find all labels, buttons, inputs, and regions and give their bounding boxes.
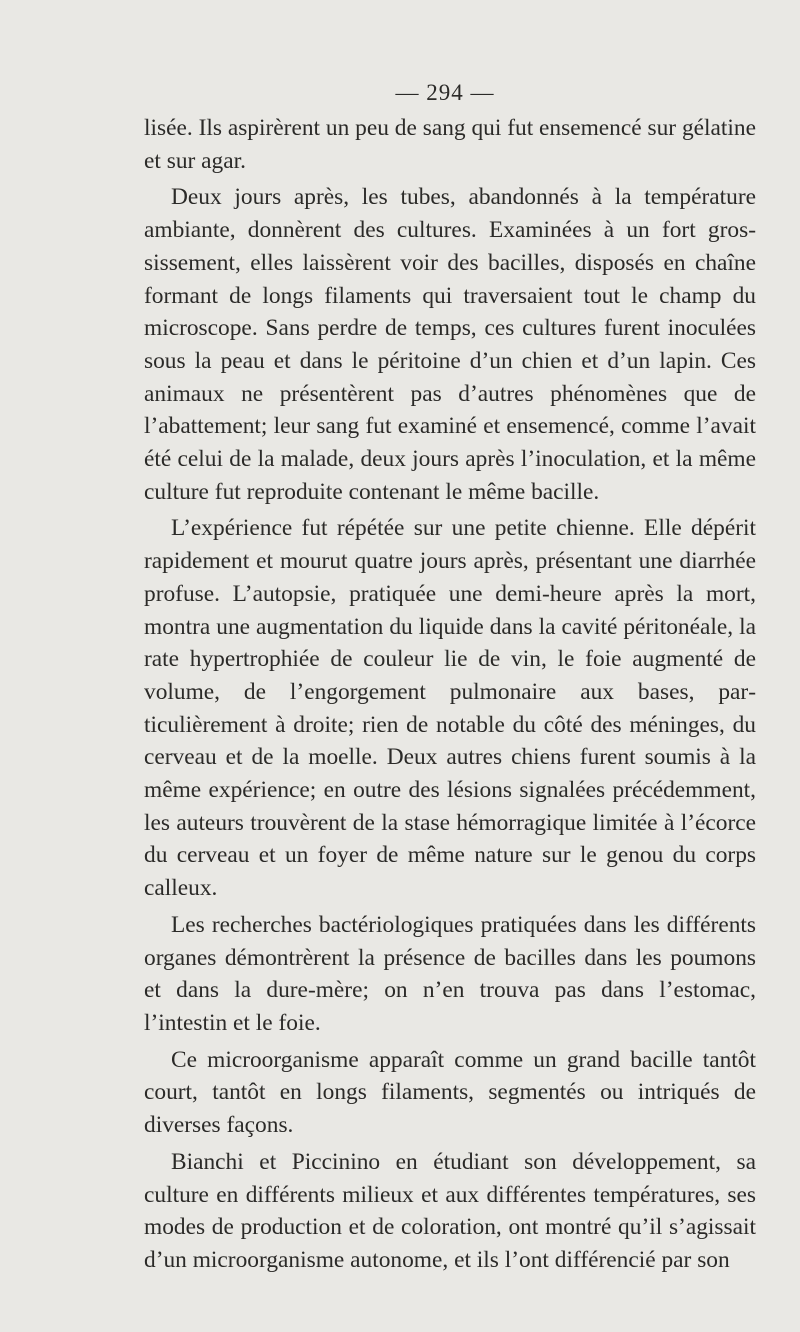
- paragraph-continuation: lisée. Ils aspirèrent un peu de sang qui fut ensemencé sur gélatine et sur agar.: [144, 115, 756, 174]
- paragraph: Deux jours après, les tubes, abandonnés à la température ambiante, donnèrent des cultures. Examinées à un fort grossissement, elles laissèrent voir des bacilles, disposés en chaîne formant de longs filaments qui traversaient tout le champ du microscope. Sans perdre de temps, ces cultures furent inoculées sous la peau et dans le péritoine d’un chien et d’un lapin. Ces animaux ne présentèrent pas d’autres phénomènes que de l’abattement; leur sang fut examiné et ensemencé, comme l’avait été celui de la malade, deux jours après l’inoculation, et la même culture fut reproduite contenant le même bacille.: [144, 184, 756, 505]
- paragraph: Les recherches bactériologiques pratiquées dans les différents organes démontrèrent la présence de bacilles dans les poumons et dans la dure-mère; on n’en trouva pas dans l’estomac, l’intestin et le foie.: [144, 911, 756, 1036]
- body-text: [144, 112, 756, 1277]
- paragraph: Bianchi et Piccinino en étudiant son développement, sa culture en différents milieux et aux différentes températures, ses modes de production et de coloration, ont montré qu’il s’agissait d’un microorganisme autonome, et ils l’ont différencié par son: [144, 1148, 756, 1273]
- paragraph: L’expérience fut répétée sur une petite chienne. Elle dépérit rapidement et mourut quatre jours après, présentant une diarrhée profuse. L’autopsie, pratiquée une demi-heure après la mort, montra une augmentation du liquide dans la cavité péritonéale, la rate hypertrophiée de couleur lie de vin, le foie augmenté de volume, de l’engorgement pulmonaire aux bases, particulièrement à droite; rien de notable du côté des méninges, du cerveau et de la moelle. Deux autres chiens furent soumis à la même expérience; en outre des lésions signalées précédemment, les auteurs trouvèrent de la stase hémorragique limitée à l’écorce du cerveau et un foyer de même nature sur le genou du corps calleux.: [144, 515, 756, 902]
- page-number: — 294 —: [395, 80, 495, 105]
- paragraph: Ce microorganisme apparaît comme un grand bacille tantôt court, tantôt en longs filaments, segmentés ou intriqués de diverses façons.: [144, 1046, 756, 1139]
